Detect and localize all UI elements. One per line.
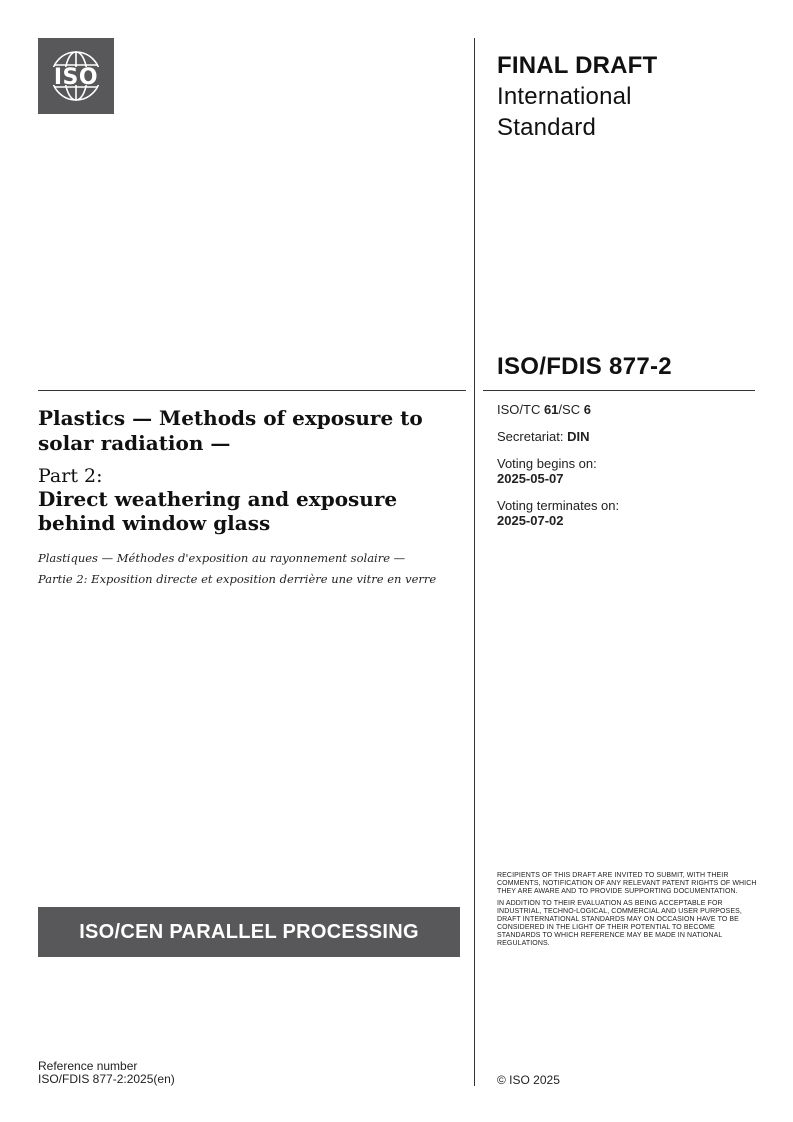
title-part-title: Direct weathering and exposure behind window glass [38,487,398,535]
horizontal-divider-left [38,390,466,391]
french-title-main: Plastiques — Méthodes d'exposition au rayonnement solaire — [38,551,406,565]
secretariat-label: Secretariat: [497,429,568,444]
doc-type-line1: FINAL DRAFT [497,52,658,79]
notice-paragraph-1: RECIPIENTS OF THIS DRAFT ARE INVITED TO SUBMIT, WITH THEIR COMMENTS, NOTIFICATION OF ANY RELEVANT PATENT RIGHTS OF WHICH THEY ARE AWARE AND TO PROVIDE SUPPORTING DOCUMENTATION. [497,872,757,895]
document-number: ISO/FDIS 877-2 [497,353,672,380]
doc-type-line2: International [497,83,632,110]
voting-terminates-label: Voting terminates on: [497,498,620,513]
doc-type-line3: Standard [497,114,597,141]
copyright: © ISO 2025 [497,1073,560,1087]
iso-logo-text: ISO [53,65,99,90]
secretariat-line [497,429,747,444]
document-type [497,50,757,143]
voting-begins-label: Voting begins on: [497,456,597,471]
horizontal-divider-right [483,390,755,391]
reference-number [38,1060,175,1086]
committee-line [497,402,747,417]
title-block [38,406,458,586]
tc-number: 61 [543,402,559,417]
secretariat-value: DIN [567,429,590,444]
vertical-divider [474,38,475,1086]
document-metadata [497,402,747,528]
reference-value: ISO/FDIS 877-2:2025(en) [38,1072,175,1086]
banner-text: ISO/CEN PARALLEL PROCESSING [79,920,419,943]
title-main: Plastics — Methods of exposure to solar radiation — [38,406,423,455]
french-title-part: Partie 2: Exposition directe et exposition derrière une vitre en verre [38,572,437,586]
parallel-processing-banner [38,907,460,957]
voting-terminates-date: 2025-07-02 [497,513,564,528]
iso-globe-icon [38,38,114,114]
notice-paragraph-2: IN ADDITION TO THEIR EVALUATION AS BEING ACCEPTABLE FOR INDUSTRIAL, TECHNO-LOGICAL, COMMERCIAL AND USER PURPOSES, DRAFT INTERNATIONAL STANDARDS MAY ON OCCASION HAVE TO BE CONSIDERED IN THE LIGHT OF THEIR POTENTIAL TO BECOME STANDARDS TO WHICH REFERENCE MAY BE MADE IN NATIONAL REGULATIONS. [497,900,742,947]
reference-label: Reference number [38,1059,138,1073]
iso-logo [38,38,114,114]
draft-notice [497,872,757,952]
sc-prefix: /SC [558,402,584,417]
voting-begins-date: 2025-05-07 [497,471,564,486]
sc-number: 6 [583,402,591,417]
committee-prefix: ISO/TC [497,402,544,417]
title-part-label: Part 2: [38,465,103,487]
